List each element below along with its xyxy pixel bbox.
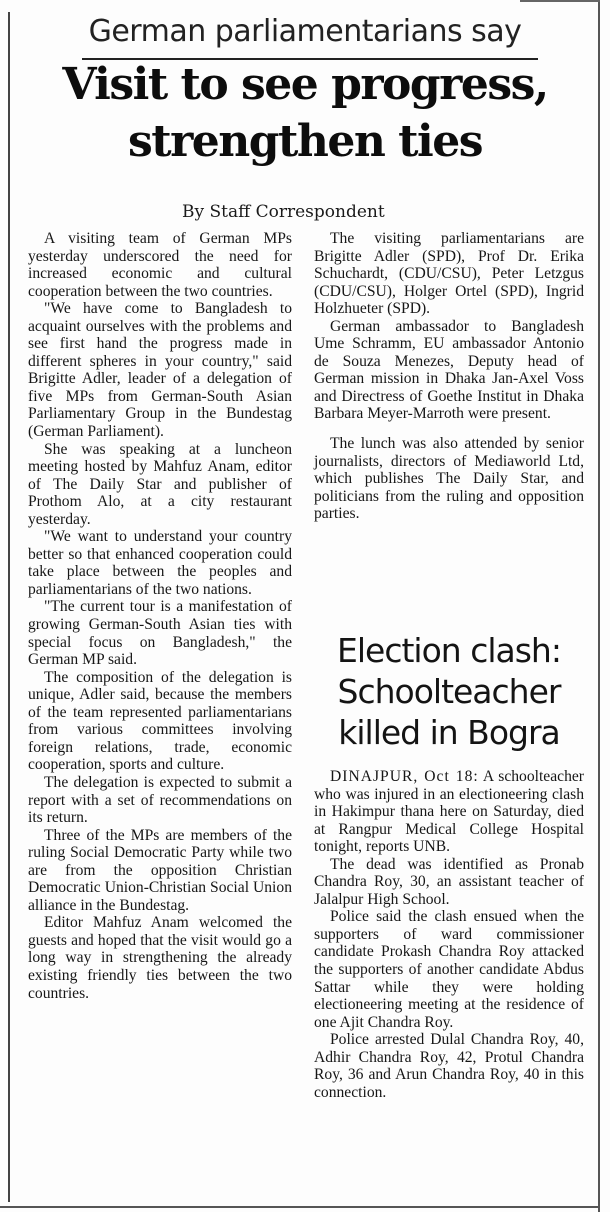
- article-paragraph: A visiting team of German MPs yesterday underscored the need for increased economic and cultural cooperation between the two countries.: [28, 230, 292, 300]
- left-column-rule: [8, 12, 10, 1202]
- article-column-right: [314, 230, 584, 523]
- article-paragraph: The lunch was also attended by senior journalists, directors of Mediaworld Ltd, which publishes The Daily Star, and politicians from the ruling and opposition parties.: [314, 435, 584, 523]
- article-paragraph: The delegation is expected to submit a report with a set of recommendations on its return.: [28, 773, 292, 827]
- article-kicker: German parliamentarians say: [88, 14, 522, 49]
- article-paragraph: She was speaking at a luncheon meeting hosted by Mahfuz Anam, editor of The Daily Star and publisher of Prothom Alo, at a city restaurant yesterday.: [28, 440, 292, 528]
- second-headline-line-3: killed in Bogra: [338, 713, 560, 752]
- article-paragraph: The composition of the delegation is unique, Adler said, because the members of the team represented parliamentarians from various committees involving foreign relations, trade, economic cooperation, sports and culture.: [28, 668, 292, 774]
- top-edge-rule: [520, 0, 600, 2]
- article-headline: [0, 56, 610, 170]
- second-article-lead: [314, 768, 584, 856]
- headline-line-1: Visit to see progress,: [62, 59, 548, 110]
- article-paragraph: Police arrested Dulal Chandra Roy, 40, Adhir Chandra Roy, 42, Protul Chandra Roy, 36 and Arun Chandra Roy, 40 in this connection.: [314, 1031, 584, 1101]
- article-paragraph: Police said the clash ensued when the supporters of ward commissioner candidate Prokash Chandra Roy attacked the supporters of another candidate Abdus Sattar while they were holding electioneering meeting at the residence of one Ajit Chandra Roy.: [314, 908, 584, 1031]
- article-paragraph: The visiting parliamentarians are Brigitte Adler (SPD), Prof Dr. Erika Schuchardt, (CDU/CSU), Peter Letzgus (CDU/CSU), Holger Ortel (SPD), Ingrid Holzhueter (SPD).: [314, 230, 584, 318]
- lead-text: A schoolteacher who was injured in an electioneering clash in Hakimpur thana here on Saturday, died at Rangpur Medical College Hospital tonight, reports UNB.: [314, 768, 584, 856]
- bottom-edge-rule: [0, 1206, 600, 1208]
- article-paragraph: "We have come to Bangladesh to acquaint ourselves with the problems and see first hand the progress made in different spheres in your country," said Brigitte Adler, leader of a delegation of five MPs from German-South Asian Parliamentary Group in the Bundestag (German Parliament).: [28, 300, 292, 441]
- right-edge-rule: [598, 0, 600, 1212]
- article-paragraph: Editor Mahfuz Anam welcomed the guests and hoped that the visit would go a long way in strengthening the already existing friendly ties between the two countries.: [28, 914, 292, 1002]
- article-paragraph: "We want to understand your country better so that enhanced cooperation could take place between the peoples and parliamentarians of the two nations.: [28, 528, 292, 598]
- second-headline-line-2: Schoolteacher: [337, 672, 561, 711]
- second-article-body: [314, 768, 584, 1101]
- article-paragraph: "The current tour is a manifestation of growing German-South Asian ties with special focus on Bangladesh," the German MP said.: [28, 598, 292, 669]
- article-byline: By Staff Correspondent: [182, 202, 385, 222]
- second-article-headline: [314, 630, 584, 753]
- second-headline-line-1: Election clash:: [337, 631, 561, 670]
- article-column-left: [28, 230, 292, 1002]
- headline-line-2: strengthen ties: [128, 116, 482, 167]
- dateline: DINAJPUR, Oct 18:: [330, 768, 479, 785]
- article-paragraph: The dead was identified as Pronab Chandra Roy, 30, an assistant teacher of Jalalpur High School.: [314, 855, 584, 908]
- article-paragraph: German ambassador to Bangladesh Ume Schramm, EU ambassador Antonio de Souza Menezes, Deputy head of German mission in Dhaka Jan-Axel Voss and Directress of Goethe Institut in Dhaka Barbara Meyer-Marroth were present.: [314, 317, 584, 423]
- article-paragraph: Three of the MPs are members of the ruling Social Democratic Party while two are from the opposition Christian Democratic Union-Christian Social Union alliance in the Bundestag.: [28, 826, 292, 914]
- paragraph-gap: [314, 423, 584, 435]
